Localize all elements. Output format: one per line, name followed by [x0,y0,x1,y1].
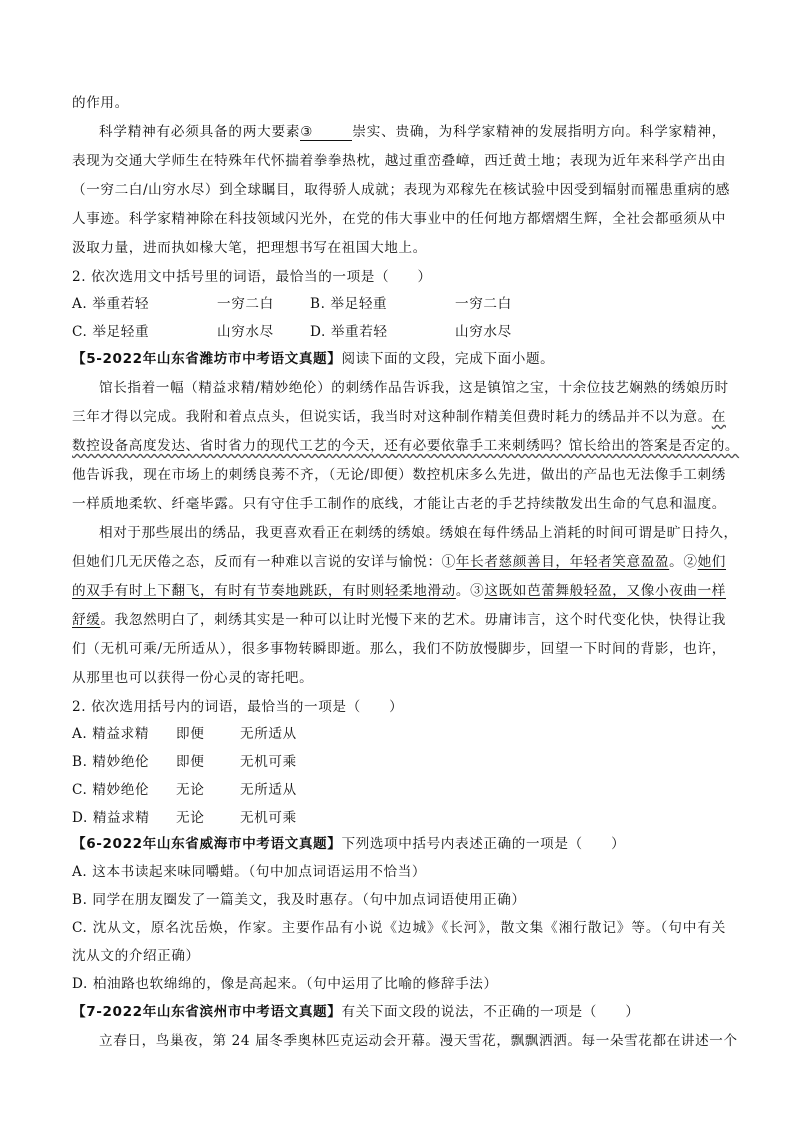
option-d: D. 柏油路也软绵绵的，像是高起来。（句中运用了比喻的修辞手法） [72,976,498,992]
question-stem: 2. 依次选用文中括号里的词语，最恰当的一项是（ ） [72,269,432,285]
paragraph-line [72,610,726,630]
text-span: 。③ [455,583,485,599]
underlined-text: 的双手有时上下翻飞，有时有节奏地跳跃，有时则轻柔地滑动 [72,583,456,599]
option-word: 无论 [176,810,205,826]
text-span: 科学精神有必须具备的两大要素 [99,124,301,140]
option-c: C. 沈从文，原名沈岳焕，作家。主要作品有小说《边城》《长河》，散文集《湘行散记》等。（句中有关 [72,920,726,936]
paragraph-line: 的作用。 [72,95,129,111]
paragraph-line: 他告诉我，现在市场上的刺绣良莠不齐，（无论/即便）数控机床多么先进，做出的产品也无法像手工刺绣 [72,467,726,483]
option-label: C. 精妙绝伦 [72,782,150,798]
option-d-word: 山穷水尽 [455,324,512,340]
fill-blank: ③ [300,124,352,141]
option-a: A. 举重若轻 [72,296,150,312]
option-a: A. 这本书读起来味同嚼蜡。（句中加点词语运用不恰当） [72,864,427,880]
option-a-word: 一穷二白 [217,296,274,312]
source-tag: 【6-2022年山东省威海市中考语文真题】 [72,836,342,852]
option-label: A. 精益求精 [72,726,150,742]
section-heading [72,349,726,369]
paragraph-line: 们（无机可乘/无所适从），很多事物转瞬即逝。那么，我们不防放慢脚步，回望一下时间的背影，也许， [72,641,726,657]
option-word: 无机可乘 [240,754,297,770]
heading-text: 有关下面文段的说法，不正确的一项是（ ） [341,1004,640,1020]
option-c: C. 举足轻重 [72,324,150,340]
paragraph-line: 人事迹。科学家精神除在科技领域闪光外，在党的伟大事业中的任何地方都熠熠生辉，全社会都亟须从中 [72,211,726,227]
option-word: 即便 [176,726,205,742]
text-span: 崇实、贵确，为科学家精神的发展指明方向。科学家精神， [352,124,726,140]
option-word: 无机可乘 [240,810,297,826]
paragraph-line [72,581,726,601]
option-word: 无所适从 [240,782,297,798]
option-b-word: 一穷二白 [455,296,512,312]
option-b: B. 举足轻重 [310,296,388,312]
section-heading [72,1002,726,1022]
paragraph-line: 一样质地柔软、纤毫毕露。只有守住手工制作的底线，才能让古老的手艺持续散发出生命的气息和温度。 [72,496,726,512]
paragraph-line: 馆长指着一幅（精益求精/精妙绝伦）的刺绣作品告诉我，这是镇馆之宝，十余位技艺娴熟的绣娘历时 [99,380,729,396]
paragraph-line [72,552,726,572]
wavy-underlined-text: 数控设备高度发达、省时省力的现代工艺的今天，还有必要依靠手工来刺绣吗？馆长给出的答案是否定的。 [72,438,740,454]
paragraph-line [72,407,726,427]
text-span: 。② [669,554,698,570]
paragraph-line: 汲取力量，进而执如椽大笔，把理想书写在祖国大地上。 [72,240,427,256]
text-span: 三年才得以完成。我附和着点点头，但说实话，我当时对这种制作精美但费时耗力的绣品并不以为意。 [72,409,712,425]
option-word: 即便 [176,754,205,770]
option-d: D. 举重若轻 [310,324,388,340]
source-tag: 【5-2022年山东省潍坊市中考语文真题】 [72,351,342,367]
option-c-cont: 沈从文的介绍正确） [72,948,200,964]
text-span: 。我忽然明白了，刺绣其实是一种可以让时光慢下来的艺术。毋庸讳言，这个时代变化快，快得让我 [100,612,726,628]
underlined-text: 这既如芭蕾舞般轻盈，又像小夜曲一样 [484,583,727,599]
option-word: 无所适从 [240,726,297,742]
option-label: B. 精妙绝伦 [72,754,150,770]
paragraph-line [72,436,740,456]
option-c-word: 山穷水尽 [217,324,274,340]
source-tag: 【7-2022年山东省滨州市中考语文真题】 [72,1004,342,1020]
paragraph-line [99,122,726,142]
option-word: 无论 [176,782,205,798]
option-b: B. 同学在朋友圈发了一篇美文，我及时惠存。（句中加点词语使用正确） [72,892,526,908]
section-heading [72,834,726,854]
underlined-text: 舒缓 [72,612,101,628]
wavy-underlined-text: 在 [711,409,726,425]
question-stem: 2. 依次选用括号内的词语，最恰当的一项是（ ） [72,699,404,715]
paragraph-line: 从那里也可以获得一份心灵的寄托吧。 [72,670,314,686]
heading-text: 阅读下面的文段，完成下面小题。 [341,351,555,367]
paragraph-line: 相对于那些展出的绣品，我更喜欢看正在刺绣的绣娘。绣娘在每件绣品上消耗的时间可谓是旷日持久， [99,525,738,541]
underlined-text: 她们 [697,554,727,570]
paragraph-line: （一穷二白/山穷水尽）到全球瞩目，取得骄人成就；表现为邓稼先在核试验中因受到辐射而罹患重病的感 [72,182,731,198]
option-label: D. 精益求精 [72,810,150,826]
text-span: 但她们几无厌倦之态，反而有一种难以言说的安详与愉悦：① [72,554,456,570]
heading-text: 下列选项中括号内表述正确的一项是（ ） [341,836,626,852]
paragraph-line: 表现为交通大学师生在特殊年代怀揣着拳拳热枕，越过重峦叠嶂，西迁黄土地；表现为近年来科学产出由 [72,153,726,169]
paragraph-line: 立春日，鸟巢夜，第 24 届冬季奥林匹克运动会开幕。漫天雪花，飘飘洒洒。每一朵雪花都在讲述一个 [99,1033,738,1049]
underlined-text: 年长者慈颜善目，年轻者笑意盈盈 [455,554,670,570]
